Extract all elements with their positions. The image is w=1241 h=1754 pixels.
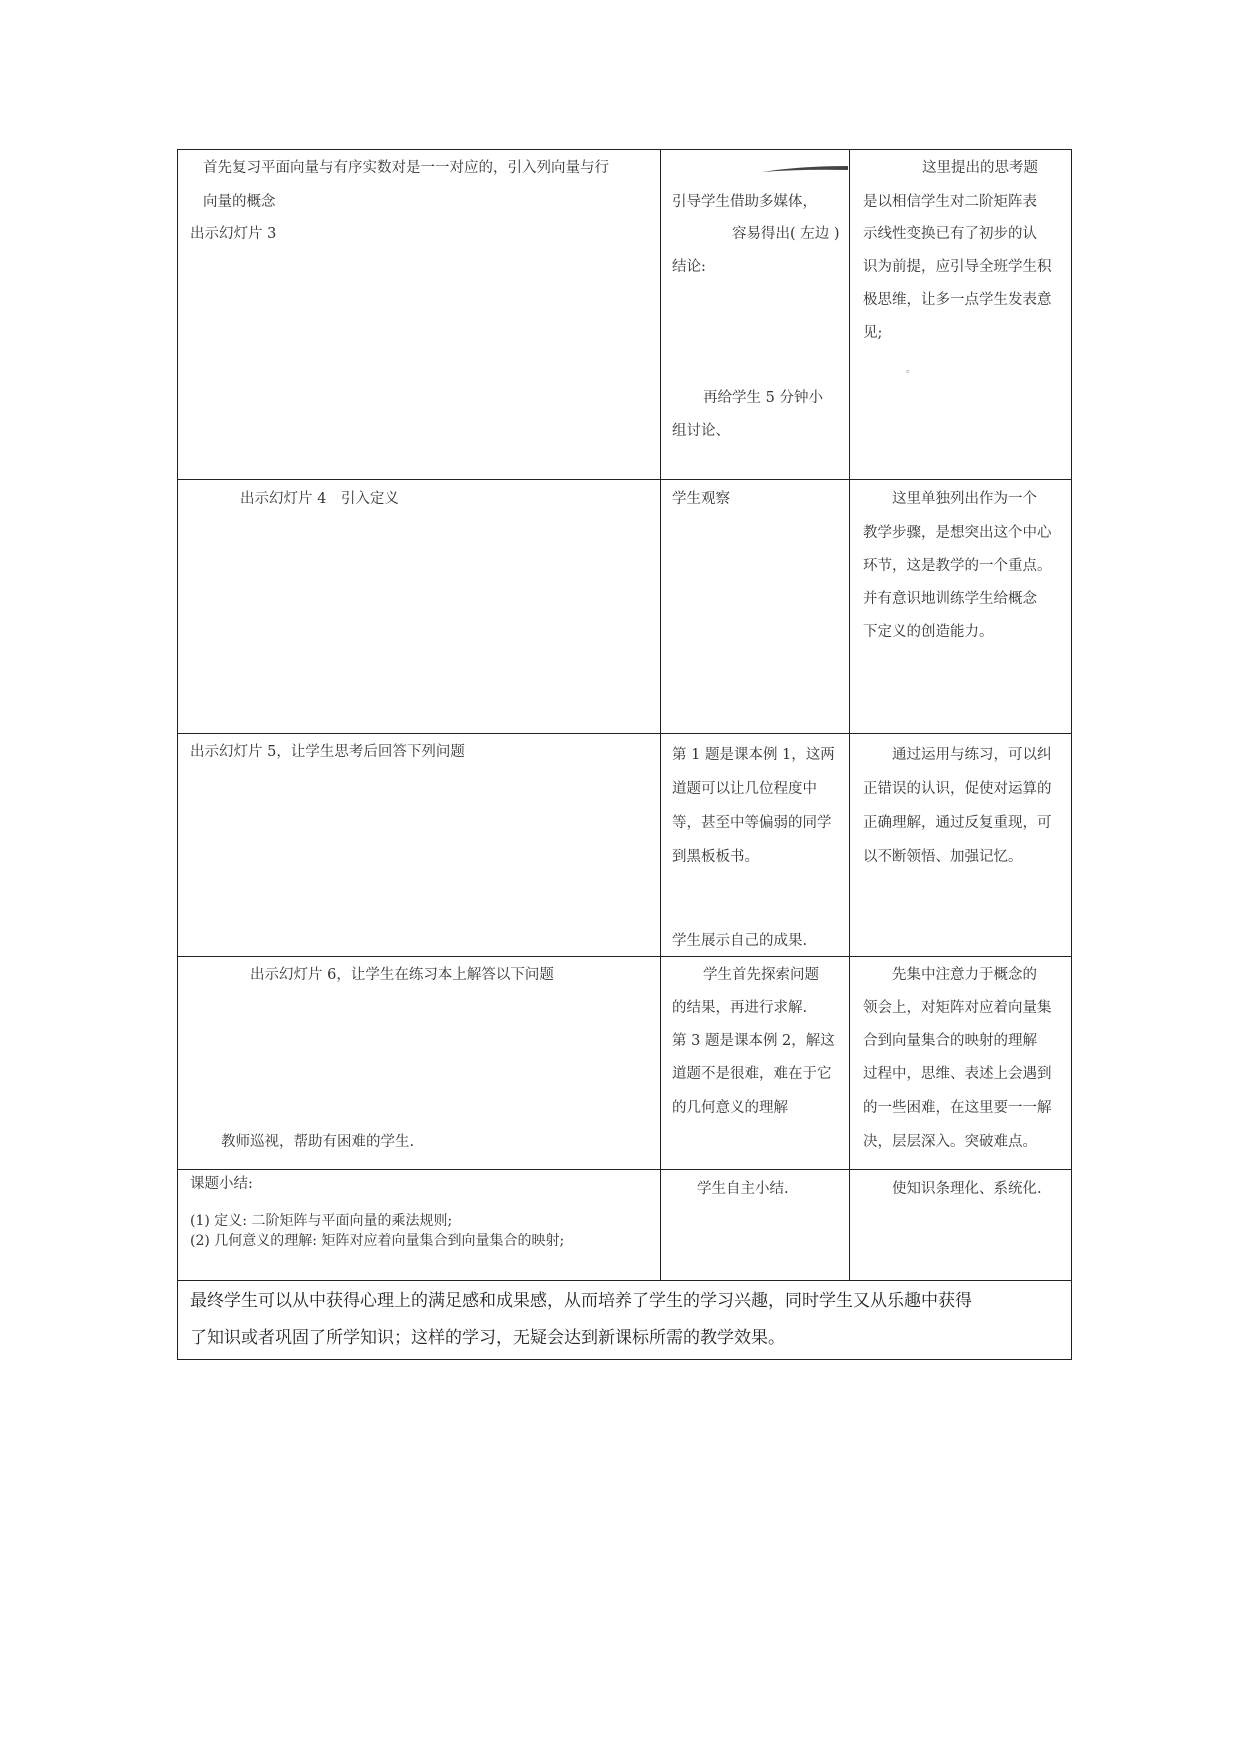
conclusion-line1: 最终学生可以从中获得心理上的满足感和成果感，从而培养了学生的学习兴趣，同时学生又从乐趣中获得 xyxy=(190,1291,972,1311)
row1-middle-line1: 引导学生借助多媒体， xyxy=(672,194,817,210)
row3-left-line1: 出示幻灯片 5，让学生思考后回答下列问题 xyxy=(190,744,465,760)
row2-middle-line1: 学生观察 xyxy=(672,491,730,507)
row-divider-5 xyxy=(177,1280,1072,1281)
row-divider-2 xyxy=(177,733,1072,734)
table-border-bottom xyxy=(177,1359,1072,1360)
row4-right-line1: 先集中注意力于概念的 xyxy=(892,967,1037,983)
row5-right-line1: 使知识条理化、系统化. xyxy=(892,1181,1042,1197)
row4-middle-line1: 学生首先探索问题 xyxy=(703,967,819,983)
row3-middle-line3: 等，甚至中等偏弱的同学 xyxy=(672,815,832,831)
row1-left-line1: 首先复习平面向量与有序实数对是一一对应的，引入列向量与行 xyxy=(203,160,609,176)
row4-right-line4: 过程中，思维、表述上会遇到 xyxy=(863,1066,1052,1082)
row4-right-line2: 领会上，对矩阵对应着向量集 xyxy=(863,1000,1052,1016)
row1-right-dot: 。 xyxy=(906,364,916,375)
decorative-stroke xyxy=(760,160,850,176)
row3-right-line1: 通过运用与练习，可以纠 xyxy=(892,747,1052,763)
row4-right-line5: 的一些困难，在这里要一一解 xyxy=(863,1100,1052,1116)
row1-right-line5: 极思维，让多一点学生发表意 xyxy=(863,292,1052,308)
table-border-right xyxy=(1071,149,1072,1360)
row3-middle-line4: 到黑板板书。 xyxy=(672,849,759,865)
row1-right-line6: 见; xyxy=(863,325,883,341)
row4-middle-line5: 的几何意义的理解 xyxy=(672,1100,788,1116)
row1-middle-line3: 结论: xyxy=(672,259,706,275)
row1-right-line4: 识为前提，应引导全班学生积 xyxy=(863,259,1052,275)
row2-left-line1: 出示幻灯片 4 引入定义 xyxy=(240,491,399,507)
row4-left-line1: 出示幻灯片 6，让学生在练习本上解答以下问题 xyxy=(250,967,554,983)
row5-middle-line1: 学生自主小结. xyxy=(697,1181,789,1197)
row1-right-line1: 这里提出的思考题 xyxy=(922,160,1038,176)
row5-left-item2: (2) 几何意义的理解: 矩阵对应着向量集合到向量集合的映射; xyxy=(190,1233,565,1249)
row4-middle-line2: 的结果，再进行求解. xyxy=(672,1000,808,1016)
row5-left-item1: (1) 定义: 二阶矩阵与平面向量的乘法规则; xyxy=(190,1213,453,1229)
row3-right-line3: 正确理解，通过反复重现，可 xyxy=(863,815,1052,831)
row4-left-line2: 教师巡视，帮助有困难的学生. xyxy=(221,1134,415,1150)
row2-right-line4: 并有意识地训练学生给概念 xyxy=(863,591,1037,607)
row5-left-heading: 课题小结: xyxy=(190,1176,253,1192)
row4-right-line3: 合到向量集合的映射的理解 xyxy=(863,1033,1037,1049)
row4-middle-line3: 第 3 题是课本例 2，解这 xyxy=(672,1033,835,1049)
row2-right-line3: 环节，这是教学的一个重点。 xyxy=(863,558,1052,574)
conclusion-line2: 了知识或者巩固了所学知识；这样的学习，无疑会达到新课标所需的教学效果。 xyxy=(190,1328,785,1348)
row1-middle-line2: 容易得出( 左边 ) xyxy=(732,226,840,242)
column-divider-2 xyxy=(849,149,850,1280)
row1-left-line2: 向量的概念 xyxy=(203,194,276,210)
row2-right-line1: 这里单独列出作为一个 xyxy=(892,491,1037,507)
row-divider-4 xyxy=(177,1169,1072,1170)
row1-middle-line5: 组讨论、 xyxy=(672,423,730,439)
table-border-left xyxy=(177,149,178,1360)
row-divider-3 xyxy=(177,956,1072,957)
row1-middle-line4: 再给学生 5 分钟小 xyxy=(703,390,823,406)
row1-left-line3: 出示幻灯片 3 xyxy=(190,226,277,242)
row-divider-1 xyxy=(177,479,1072,480)
row2-right-line2: 教学步骤，是想突出这个中心 xyxy=(863,525,1052,541)
row3-middle-line1: 第 1 题是课本例 1，这两 xyxy=(672,747,835,763)
row2-right-line5: 下定义的创造能力。 xyxy=(863,624,994,640)
row4-middle-line4: 道题不是很难，难在于它 xyxy=(672,1066,832,1082)
row4-right-line6: 决，层层深入。突破难点。 xyxy=(863,1134,1037,1150)
table-border-top xyxy=(177,149,1072,150)
row3-right-line2: 正错误的认识，促使对运算的 xyxy=(863,781,1052,797)
row3-middle-line2: 道题可以让几位程度中 xyxy=(672,781,817,797)
column-divider-1 xyxy=(660,149,661,1280)
row3-middle-line5: 学生展示自己的成果. xyxy=(672,933,808,949)
row1-right-line3: 示线性变换已有了初步的认 xyxy=(863,226,1037,242)
row1-right-line2: 是以相信学生对二阶矩阵表 xyxy=(863,194,1037,210)
row3-right-line4: 以不断领悟、加强记忆。 xyxy=(863,849,1023,865)
